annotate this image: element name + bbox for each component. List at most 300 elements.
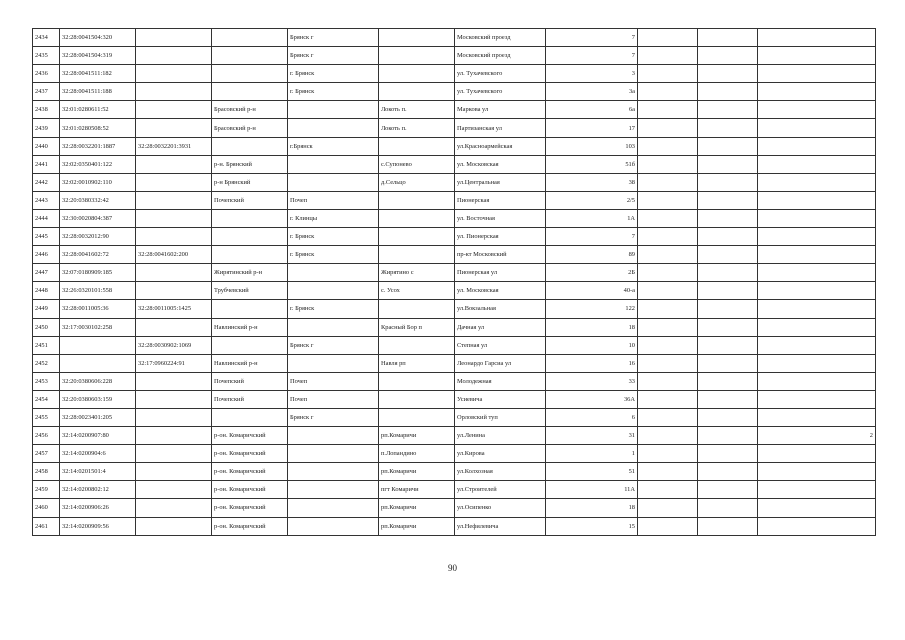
table-cell	[698, 517, 758, 535]
table-cell	[638, 517, 698, 535]
table-cell: 32:17:0960224:91	[136, 354, 212, 372]
table-cell: Трубчевский	[212, 282, 288, 300]
table-cell	[379, 408, 455, 426]
table-cell: 40-а	[546, 282, 638, 300]
table-cell: 32:28:0041602:72	[60, 246, 136, 264]
table-cell: 2449	[33, 300, 60, 318]
table-cell	[758, 209, 876, 227]
table-cell	[136, 173, 212, 191]
table-cell	[638, 264, 698, 282]
table-cell	[758, 47, 876, 65]
table-cell	[379, 246, 455, 264]
table-cell	[638, 463, 698, 481]
table-cell: 2/5	[546, 191, 638, 209]
table-cell	[638, 354, 698, 372]
table-cell: 18	[546, 318, 638, 336]
table-cell	[212, 228, 288, 246]
table-cell: 32:01:0280508:52	[60, 119, 136, 137]
table-cell: Пионерская	[455, 191, 546, 209]
table-cell: 15	[546, 517, 638, 535]
table-cell: Леонардо Гарсиа ул	[455, 354, 546, 372]
table-cell	[379, 300, 455, 318]
table-cell: 2444	[33, 209, 60, 227]
table-cell	[698, 282, 758, 300]
table-cell	[288, 481, 379, 499]
table-cell	[136, 445, 212, 463]
table-cell	[698, 336, 758, 354]
table-cell: 2Б	[546, 264, 638, 282]
table-cell: Навлинский р-н	[212, 354, 288, 372]
table-cell	[698, 83, 758, 101]
table-cell: 32:28:0041602:200	[136, 246, 212, 264]
table-cell: 2439	[33, 119, 60, 137]
table-cell	[638, 191, 698, 209]
table-cell: Красный Бор п	[379, 318, 455, 336]
table-cell: р-он. Комаричский	[212, 481, 288, 499]
table-cell	[698, 499, 758, 517]
table-cell	[698, 119, 758, 137]
table-cell: 31	[546, 427, 638, 445]
table-cell: 10	[546, 336, 638, 354]
table-cell: 32:28:0011005:36	[60, 300, 136, 318]
table-cell: р-он. Комаричский	[212, 499, 288, 517]
table-cell: рп.Комаричи	[379, 463, 455, 481]
table-cell: 103	[546, 137, 638, 155]
table-cell: ул.Осипенко	[455, 499, 546, 517]
table-cell	[758, 264, 876, 282]
table-cell: г. Брянск	[288, 246, 379, 264]
table-cell: Степная ул	[455, 336, 546, 354]
table-cell: ул.Строителей	[455, 481, 546, 499]
table-cell	[60, 354, 136, 372]
table-cell	[698, 191, 758, 209]
table-cell: Брасовский р-н	[212, 101, 288, 119]
table-cell: 32:28:0032201:1887	[60, 137, 136, 155]
registry-table-body	[33, 29, 876, 536]
table-cell: Почеп	[288, 372, 379, 390]
table-row	[33, 119, 876, 137]
table-cell	[288, 119, 379, 137]
table-cell	[288, 101, 379, 119]
table-row	[33, 209, 876, 227]
table-cell: 2455	[33, 408, 60, 426]
table-cell: 32:28:0041504:320	[60, 29, 136, 47]
table-cell	[758, 463, 876, 481]
table-cell	[698, 427, 758, 445]
table-cell	[379, 372, 455, 390]
table-cell: 32:28:0041504:319	[60, 47, 136, 65]
table-cell: р-он. Комаричский	[212, 463, 288, 481]
table-cell	[638, 47, 698, 65]
table-cell: Почепский	[212, 390, 288, 408]
table-row	[33, 517, 876, 535]
table-cell: 32:28:0041511:188	[60, 83, 136, 101]
table-cell	[136, 228, 212, 246]
table-cell: 51б	[546, 155, 638, 173]
table-cell: 32:14:0200907:80	[60, 427, 136, 445]
table-cell: 2453	[33, 372, 60, 390]
table-cell	[698, 390, 758, 408]
table-cell: 1	[546, 445, 638, 463]
table-cell: 122	[546, 300, 638, 318]
table-cell: с. Усох	[379, 282, 455, 300]
table-cell	[698, 264, 758, 282]
table-cell	[758, 137, 876, 155]
table-cell: Локоть п.	[379, 119, 455, 137]
table-cell	[136, 463, 212, 481]
table-cell: рп.Комаричи	[379, 517, 455, 535]
table-cell: 2458	[33, 463, 60, 481]
table-cell	[698, 463, 758, 481]
table-cell: 32:28:0030902:1069	[136, 336, 212, 354]
table-cell: 32:30:0020804:387	[60, 209, 136, 227]
table-cell	[698, 47, 758, 65]
table-cell: 1А	[546, 209, 638, 227]
table-cell	[136, 282, 212, 300]
table-cell: 7	[546, 47, 638, 65]
table-cell: 89	[546, 246, 638, 264]
table-cell: 2445	[33, 228, 60, 246]
table-cell	[758, 499, 876, 517]
table-cell: ул.Кирова	[455, 445, 546, 463]
table-cell	[758, 191, 876, 209]
table-cell: ул. Московская	[455, 282, 546, 300]
table-cell	[758, 228, 876, 246]
table-cell: 2441	[33, 155, 60, 173]
table-cell	[212, 65, 288, 83]
table-cell	[758, 282, 876, 300]
table-cell	[698, 173, 758, 191]
table-cell	[758, 83, 876, 101]
table-cell: 2451	[33, 336, 60, 354]
table-cell: пгт Комаричи	[379, 481, 455, 499]
table-cell: 32:28:0032012:90	[60, 228, 136, 246]
table-row	[33, 83, 876, 101]
table-cell	[758, 390, 876, 408]
table-cell	[758, 354, 876, 372]
table-row	[33, 499, 876, 517]
table-cell: 3а	[546, 83, 638, 101]
table-cell: 32:02:0010902:110	[60, 173, 136, 191]
table-cell: п.Лопандино	[379, 445, 455, 463]
table-cell: Пионерская ул	[455, 264, 546, 282]
table-cell	[60, 336, 136, 354]
table-cell	[638, 155, 698, 173]
table-cell	[379, 336, 455, 354]
table-cell	[698, 209, 758, 227]
table-cell: Локоть п.	[379, 101, 455, 119]
table-cell	[379, 137, 455, 155]
table-cell	[638, 83, 698, 101]
table-cell	[136, 390, 212, 408]
table-cell	[698, 155, 758, 173]
table-cell: р-н Брянский	[212, 173, 288, 191]
table-row	[33, 390, 876, 408]
table-cell: 38	[546, 173, 638, 191]
table-cell	[698, 246, 758, 264]
table-cell	[758, 101, 876, 119]
table-cell	[212, 209, 288, 227]
table-cell: 32:28:0032201:3931	[136, 137, 212, 155]
table-cell: Маркова ул	[455, 101, 546, 119]
table-cell	[288, 318, 379, 336]
table-cell: пр-кт Московский	[455, 246, 546, 264]
table-cell	[288, 282, 379, 300]
table-cell	[379, 47, 455, 65]
table-cell: 33	[546, 372, 638, 390]
table-cell	[758, 300, 876, 318]
table-row	[33, 445, 876, 463]
table-cell	[638, 137, 698, 155]
table-cell: р-н. Брянский	[212, 155, 288, 173]
table-cell: Почеп	[288, 390, 379, 408]
table-cell	[758, 517, 876, 535]
table-cell: 2460	[33, 499, 60, 517]
table-cell: 2434	[33, 29, 60, 47]
table-cell	[136, 209, 212, 227]
table-cell	[379, 65, 455, 83]
table-cell	[698, 65, 758, 83]
table-cell: 2447	[33, 264, 60, 282]
table-cell	[379, 209, 455, 227]
table-row	[33, 300, 876, 318]
table-cell	[638, 209, 698, 227]
table-cell: Брасовский р-н	[212, 119, 288, 137]
table-cell: г.Брянск	[288, 137, 379, 155]
table-cell: ул. Московская	[455, 155, 546, 173]
table-row	[33, 246, 876, 264]
table-cell: 7	[546, 228, 638, 246]
table-cell: ул. Тухачевского	[455, 65, 546, 83]
table-cell	[136, 119, 212, 137]
table-cell	[698, 300, 758, 318]
table-row	[33, 336, 876, 354]
table-cell	[758, 29, 876, 47]
table-cell: 6	[546, 408, 638, 426]
table-cell: р-он. Комаричский	[212, 517, 288, 535]
table-cell: 32:17:0030102:258	[60, 318, 136, 336]
table-cell: 32:14:0200906:26	[60, 499, 136, 517]
table-cell	[638, 101, 698, 119]
table-cell	[379, 29, 455, 47]
table-cell: д.Сельцо	[379, 173, 455, 191]
table-row	[33, 427, 876, 445]
table-cell: 2435	[33, 47, 60, 65]
table-cell: г. Брянск	[288, 83, 379, 101]
table-cell	[638, 318, 698, 336]
table-row	[33, 318, 876, 336]
table-cell: 2448	[33, 282, 60, 300]
table-cell: 32:26:0320101:558	[60, 282, 136, 300]
table-cell: Молодежная	[455, 372, 546, 390]
table-cell	[136, 481, 212, 499]
table-cell: 32:20:0380603:159	[60, 390, 136, 408]
table-cell: Орловский туп	[455, 408, 546, 426]
table-cell: рп.Комаричи	[379, 427, 455, 445]
table-cell	[136, 318, 212, 336]
table-row	[33, 173, 876, 191]
table-cell: Почеп	[288, 191, 379, 209]
table-cell	[698, 29, 758, 47]
table-cell: Навля рп	[379, 354, 455, 372]
table-cell	[638, 427, 698, 445]
table-row	[33, 481, 876, 499]
table-cell	[212, 246, 288, 264]
table-cell: ул.Вокзальная	[455, 300, 546, 318]
table-cell: Московский проезд	[455, 47, 546, 65]
table-cell: 2459	[33, 481, 60, 499]
table-cell	[638, 408, 698, 426]
table-row	[33, 408, 876, 426]
table-cell: 2457	[33, 445, 60, 463]
table-cell	[698, 228, 758, 246]
table-cell: 2454	[33, 390, 60, 408]
table-cell: 32:14:0200802:12	[60, 481, 136, 499]
table-cell	[136, 372, 212, 390]
table-cell	[758, 119, 876, 137]
table-cell: 11А	[546, 481, 638, 499]
table-cell: 2452	[33, 354, 60, 372]
table-row	[33, 463, 876, 481]
table-cell	[758, 155, 876, 173]
table-row	[33, 282, 876, 300]
table-cell: 32:28:0023401:205	[60, 408, 136, 426]
table-cell: 32:14:0201501:4	[60, 463, 136, 481]
table-cell	[698, 408, 758, 426]
table-cell	[136, 29, 212, 47]
table-cell	[288, 463, 379, 481]
table-cell: Навлинский р-н	[212, 318, 288, 336]
table-cell	[698, 318, 758, 336]
table-cell: Усиевича	[455, 390, 546, 408]
table-cell: 2438	[33, 101, 60, 119]
table-cell: рп.Комаричи	[379, 499, 455, 517]
table-cell: 36А	[546, 390, 638, 408]
table-cell	[698, 137, 758, 155]
table-cell	[288, 517, 379, 535]
table-row	[33, 29, 876, 47]
table-cell	[758, 65, 876, 83]
table-cell: Почепский	[212, 191, 288, 209]
table-cell: Жирятино с	[379, 264, 455, 282]
table-cell	[136, 65, 212, 83]
table-cell	[288, 499, 379, 517]
table-cell	[136, 499, 212, 517]
table-cell	[638, 499, 698, 517]
table-cell	[638, 336, 698, 354]
table-cell	[758, 372, 876, 390]
table-cell: 32:02:0350401:122	[60, 155, 136, 173]
table-cell: 2443	[33, 191, 60, 209]
table-cell: Московский проезд	[455, 29, 546, 47]
table-cell: р-он. Комаричский	[212, 427, 288, 445]
table-row	[33, 155, 876, 173]
table-cell	[379, 228, 455, 246]
table-cell	[638, 173, 698, 191]
table-cell: Жирятинский р-н	[212, 264, 288, 282]
table-cell: 18	[546, 499, 638, 517]
table-cell	[136, 47, 212, 65]
table-cell: ул.Центральная	[455, 173, 546, 191]
table-cell: 32:14:0200904:6	[60, 445, 136, 463]
table-cell: 32:01:0280611:52	[60, 101, 136, 119]
table-row	[33, 191, 876, 209]
table-cell	[638, 481, 698, 499]
table-cell	[698, 372, 758, 390]
table-row	[33, 137, 876, 155]
table-cell: 2437	[33, 83, 60, 101]
table-cell	[758, 246, 876, 264]
table-cell: Почепский	[212, 372, 288, 390]
table-cell: Брянск г	[288, 47, 379, 65]
table-cell: 2440	[33, 137, 60, 155]
table-cell: ул.Красноармейская	[455, 137, 546, 155]
table-cell: Брянск г	[288, 336, 379, 354]
table-cell: р-он. Комаричский	[212, 445, 288, 463]
table-cell: 2461	[33, 517, 60, 535]
table-cell: Брянск г	[288, 29, 379, 47]
table-cell	[698, 101, 758, 119]
table-cell	[136, 264, 212, 282]
table-cell	[136, 101, 212, 119]
table-cell	[698, 354, 758, 372]
table-cell	[136, 517, 212, 535]
table-cell	[638, 119, 698, 137]
table-cell	[136, 191, 212, 209]
table-cell: 32:28:0011005:1425	[136, 300, 212, 318]
table-cell	[288, 445, 379, 463]
table-cell: с.Супонево	[379, 155, 455, 173]
table-cell	[212, 29, 288, 47]
table-cell	[212, 83, 288, 101]
table-row	[33, 354, 876, 372]
table-cell: ул.Ленина	[455, 427, 546, 445]
table-cell	[212, 47, 288, 65]
table-cell	[379, 83, 455, 101]
table-cell	[638, 246, 698, 264]
table-cell: 32:07:0180909:185	[60, 264, 136, 282]
table-cell: г. Брянск	[288, 228, 379, 246]
table-cell: ул.Колхозная	[455, 463, 546, 481]
table-cell: Дачная ул	[455, 318, 546, 336]
table-cell	[136, 427, 212, 445]
table-row	[33, 264, 876, 282]
table-cell	[638, 282, 698, 300]
table-cell	[758, 336, 876, 354]
table-cell: 2442	[33, 173, 60, 191]
table-cell	[638, 390, 698, 408]
registry-table	[32, 28, 876, 536]
table-row	[33, 228, 876, 246]
table-cell: г. Брянск	[288, 300, 379, 318]
table-cell	[136, 155, 212, 173]
page-number: 90	[448, 563, 457, 573]
table-cell	[758, 318, 876, 336]
table-cell: ул. Восточная	[455, 209, 546, 227]
table-cell: ул. Пионерская	[455, 228, 546, 246]
table-cell	[758, 481, 876, 499]
table-cell: 16	[546, 354, 638, 372]
table-cell	[288, 173, 379, 191]
table-cell	[638, 300, 698, 318]
table-cell: ул.Нефилевича	[455, 517, 546, 535]
table-cell: ул. Тухачевского	[455, 83, 546, 101]
table-cell: Партизанская ул	[455, 119, 546, 137]
table-cell	[638, 372, 698, 390]
table-cell: г. Брянск	[288, 65, 379, 83]
table-cell	[288, 427, 379, 445]
table-cell	[638, 228, 698, 246]
